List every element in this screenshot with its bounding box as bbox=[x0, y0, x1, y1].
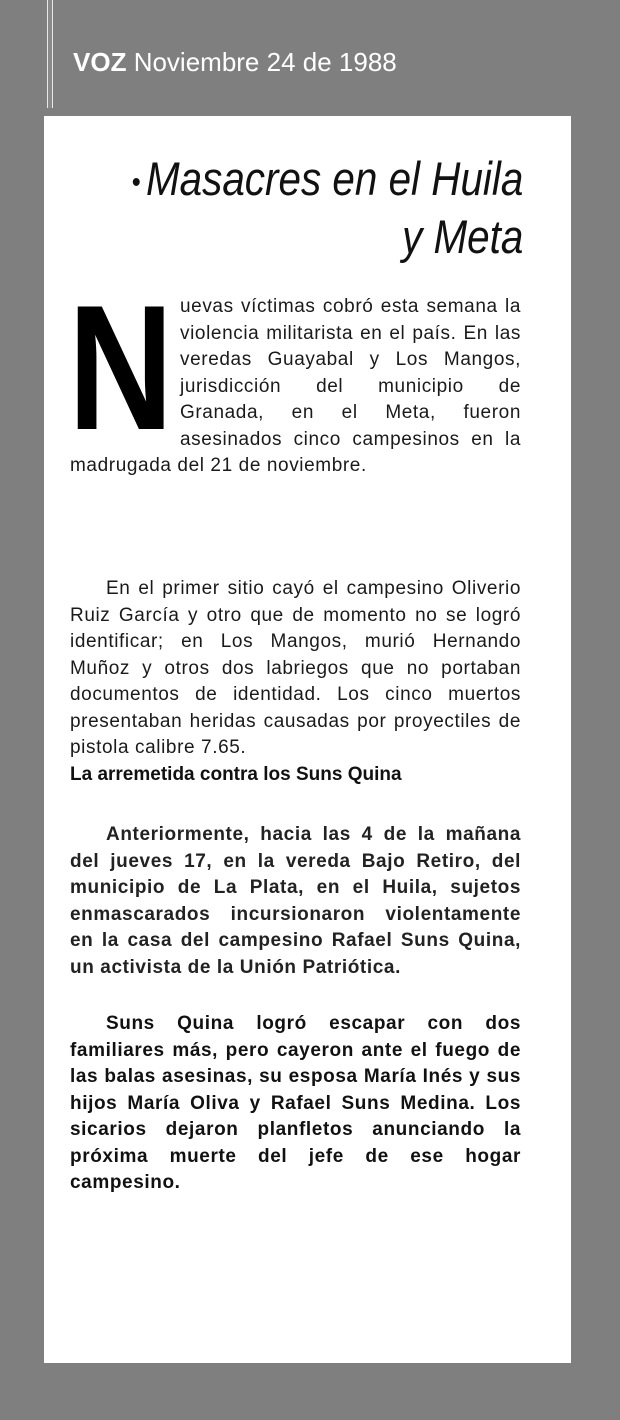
article-headline bbox=[131, 152, 523, 264]
headline-line-2: y Meta bbox=[401, 209, 523, 263]
headline-text-1: Masacres en el Huila bbox=[145, 152, 523, 205]
paragraph-3: Anteriormente, hacia las 4 de la mañana del jueves 17, en la vereda Bajo Retiro, del municipio de La Plata, en el Huila, sujetos enmascarados incursionaron violentamente en la casa del campesino Rafael Suns Quina, un activista de la Unión Patriótica. bbox=[70, 824, 521, 978]
paragraph-2: En el primer sitio cayó el campesino Oliverio Ruiz García y otro que de momento no se logró identificar; en Los Mangos, murió Hernando Muñoz y otros dos labriegos que no portaban documentos de identidad. Los cinco muertos presentaban heridas causadas por proyectiles de pistola calibre 7.65. bbox=[70, 578, 521, 758]
margin-rule bbox=[47, 0, 53, 108]
headline-line-1 bbox=[131, 152, 523, 210]
newspaper-clipping bbox=[44, 116, 571, 1363]
paragraph-1 bbox=[68, 268, 521, 534]
publication-name: VOZ bbox=[73, 47, 127, 77]
headline-bullet: • bbox=[131, 165, 141, 199]
clipping-caption bbox=[73, 47, 397, 78]
drop-cap: N bbox=[68, 268, 174, 467]
article-body bbox=[68, 268, 521, 1197]
paragraph-4: Suns Quina logró escapar con dos familiares más, pero cayeron ante el fuego de las balas asesinas, su esposa María Inés y sus hijos María Oliva y Rafael Suns Medina. Los sicarios dejaron planfletos anunciando la próxima muerte del jefe de ese hogar campesino. bbox=[70, 1013, 521, 1193]
article-subheading: La arremetida contra los Suns Quina bbox=[70, 763, 402, 785]
paragraph-1-text: uevas víctimas cobró esta semana la violencia militarista en el país. En las veredas Guayabal y Los Mangos, jurisdicción del municipio de Granada, en el Meta, fueron asesinados cinco campesinos en la madrugada del 21 de noviembre. bbox=[70, 296, 521, 476]
publication-date: Noviembre 24 de 1988 bbox=[133, 47, 397, 77]
